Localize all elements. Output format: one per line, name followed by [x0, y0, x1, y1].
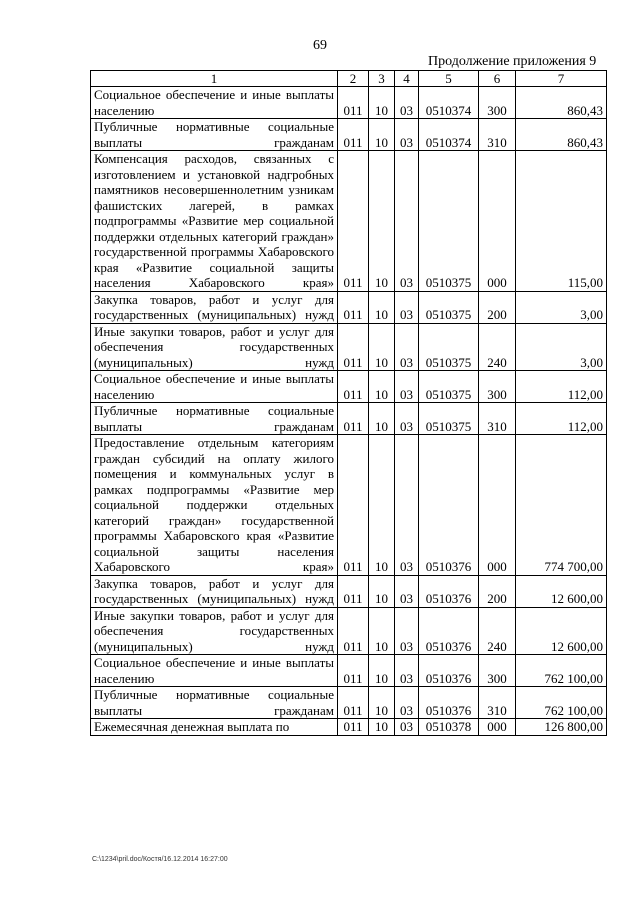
budget-table [90, 70, 607, 736]
row-subsection-code: 03 [395, 371, 419, 403]
row-amount: 762 100,00 [516, 687, 607, 719]
row-description: Социальное обеспечение и иные выплаты населению [91, 655, 338, 687]
row-expense-type-code: 300 [479, 87, 516, 119]
row-target-article-code: 0510375 [419, 323, 479, 371]
row-expense-type-code: 200 [479, 291, 516, 323]
row-section-code: 10 [369, 371, 395, 403]
row-target-article-code: 0510375 [419, 291, 479, 323]
row-subsection-code: 03 [395, 323, 419, 371]
row-amount: 3,00 [516, 323, 607, 371]
row-ministry-code: 011 [338, 119, 369, 151]
row-subsection-code: 03 [395, 607, 419, 655]
row-expense-type-code: 000 [479, 719, 516, 736]
row-section-code: 10 [369, 435, 395, 576]
row-expense-type-code: 310 [479, 687, 516, 719]
row-description: Ежемесячная денежная выплата по [91, 719, 338, 736]
row-subsection-code: 03 [395, 719, 419, 736]
row-ministry-code: 011 [338, 575, 369, 607]
row-description: Закупка товаров, работ и услуг для государственных (муниципальных) нужд [91, 291, 338, 323]
row-description: Иные закупки товаров, работ и услуг для обеспечения государственных (муниципальных) нужд [91, 607, 338, 655]
row-expense-type-code: 300 [479, 655, 516, 687]
row-section-code: 10 [369, 291, 395, 323]
row-description: Предоставление отдельным категориям граждан субсидий на оплату жилого помещения и коммунальных услуг в рамках подпрограммы «Развитие мер социальной поддержки отдельных категорий граждан» государственной программы Хабаровского края «Развитие социальной защиты населения Хабаровского края» [91, 435, 338, 576]
row-ministry-code: 011 [338, 607, 369, 655]
row-expense-type-code: 000 [479, 435, 516, 576]
row-amount: 115,00 [516, 151, 607, 292]
row-description: Социальное обеспечение и иные выплаты населению [91, 371, 338, 403]
table-row [91, 403, 607, 435]
table-row [91, 607, 607, 655]
row-section-code: 10 [369, 575, 395, 607]
row-subsection-code: 03 [395, 87, 419, 119]
row-ministry-code: 011 [338, 435, 369, 576]
appendix-continuation-label: Продолжение приложения 9 [428, 54, 597, 69]
row-target-article-code: 0510375 [419, 403, 479, 435]
row-description: Закупка товаров, работ и услуг для государственных (муниципальных) нужд [91, 575, 338, 607]
row-amount: 3,00 [516, 291, 607, 323]
row-expense-type-code: 240 [479, 323, 516, 371]
row-amount: 762 100,00 [516, 655, 607, 687]
row-ministry-code: 011 [338, 403, 369, 435]
row-section-code: 10 [369, 323, 395, 371]
page-number: 69 [313, 38, 327, 53]
header-col-2: 2 [338, 71, 369, 87]
row-target-article-code: 0510376 [419, 655, 479, 687]
row-ministry-code: 011 [338, 87, 369, 119]
row-description: Публичные нормативные социальные выплаты гражданам [91, 119, 338, 151]
row-section-code: 10 [369, 687, 395, 719]
row-expense-type-code: 200 [479, 575, 516, 607]
row-target-article-code: 0510374 [419, 87, 479, 119]
row-ministry-code: 011 [338, 719, 369, 736]
row-target-article-code: 0510376 [419, 435, 479, 576]
row-subsection-code: 03 [395, 119, 419, 151]
table-row [91, 371, 607, 403]
row-section-code: 10 [369, 403, 395, 435]
row-target-article-code: 0510378 [419, 719, 479, 736]
row-ministry-code: 011 [338, 655, 369, 687]
row-expense-type-code: 310 [479, 403, 516, 435]
row-expense-type-code: 000 [479, 151, 516, 292]
header-col-4: 4 [395, 71, 419, 87]
header-col-5: 5 [419, 71, 479, 87]
header-col-3: 3 [369, 71, 395, 87]
row-subsection-code: 03 [395, 687, 419, 719]
row-subsection-code: 03 [395, 291, 419, 323]
row-ministry-code: 011 [338, 291, 369, 323]
table-row [91, 87, 607, 119]
header-col-7: 7 [516, 71, 607, 87]
row-amount: 860,43 [516, 87, 607, 119]
row-section-code: 10 [369, 87, 395, 119]
row-target-article-code: 0510375 [419, 371, 479, 403]
table-row [91, 151, 607, 292]
table-row [91, 575, 607, 607]
row-description: Социальное обеспечение и иные выплаты населению [91, 87, 338, 119]
row-description: Компенсация расходов, связанных с изготовлением и установкой надгробных памятников несовершеннолетним узникам фашистских лагерей, в рамках подпрограммы «Развитие мер социальной поддержки отдельных категорий граждан» государственной программы Хабаровского края «Развитие социальной защиты населения Хабаровского края» [91, 151, 338, 292]
row-target-article-code: 0510375 [419, 151, 479, 292]
row-subsection-code: 03 [395, 151, 419, 292]
row-section-code: 10 [369, 151, 395, 292]
row-subsection-code: 03 [395, 435, 419, 576]
row-subsection-code: 03 [395, 403, 419, 435]
row-ministry-code: 011 [338, 687, 369, 719]
row-ministry-code: 011 [338, 151, 369, 292]
row-amount: 860,43 [516, 119, 607, 151]
row-amount: 12 600,00 [516, 575, 607, 607]
row-target-article-code: 0510376 [419, 687, 479, 719]
table-row [91, 435, 607, 576]
row-section-code: 10 [369, 119, 395, 151]
table-row [91, 687, 607, 719]
row-expense-type-code: 240 [479, 607, 516, 655]
header-col-1: 1 [91, 71, 338, 87]
row-amount: 774 700,00 [516, 435, 607, 576]
row-description: Публичные нормативные социальные выплаты гражданам [91, 687, 338, 719]
table-row [91, 119, 607, 151]
row-target-article-code: 0510376 [419, 607, 479, 655]
header-col-6: 6 [479, 71, 516, 87]
row-section-code: 10 [369, 719, 395, 736]
row-ministry-code: 011 [338, 371, 369, 403]
row-expense-type-code: 310 [479, 119, 516, 151]
row-amount: 126 800,00 [516, 719, 607, 736]
row-description: Публичные нормативные социальные выплаты гражданам [91, 403, 338, 435]
row-target-article-code: 0510374 [419, 119, 479, 151]
table-row [91, 719, 607, 736]
table-row [91, 655, 607, 687]
row-subsection-code: 03 [395, 575, 419, 607]
row-target-article-code: 0510376 [419, 575, 479, 607]
table-header-row [91, 71, 607, 87]
row-section-code: 10 [369, 655, 395, 687]
row-amount: 112,00 [516, 371, 607, 403]
table-row [91, 291, 607, 323]
row-description: Иные закупки товаров, работ и услуг для обеспечения государственных (муниципальных) нужд [91, 323, 338, 371]
row-subsection-code: 03 [395, 655, 419, 687]
row-expense-type-code: 300 [479, 371, 516, 403]
table-row [91, 323, 607, 371]
row-section-code: 10 [369, 607, 395, 655]
row-amount: 12 600,00 [516, 607, 607, 655]
row-ministry-code: 011 [338, 323, 369, 371]
file-path-footer: C:\1234\pril.doc/Костя/16.12.2014 16:27:00 [92, 856, 228, 863]
row-amount: 112,00 [516, 403, 607, 435]
